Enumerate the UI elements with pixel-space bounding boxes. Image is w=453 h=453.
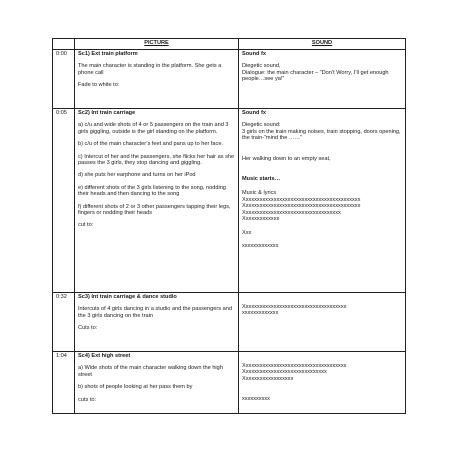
scene-heading: Sc3) Int train carriage & dance studio: [78, 294, 177, 300]
picture-text: Intercuts of 4 girls dancing in a studio and the passengers and the 3 girls dancing on the train: [78, 306, 232, 319]
lyric-placeholder: xxxxxxxxxxxxx: [242, 242, 279, 249]
picture-text: e) different shots of the 3 girls listening to the song, nodding their heads and then dancing to the song: [78, 184, 226, 198]
picture-text: f) different shots of 2 or 3 other passengers tapping their legs, fingers or nodding their heads: [78, 203, 231, 217]
sound-cell: [239, 293, 406, 352]
sound-cell: [239, 50, 406, 109]
sound-text: Her walking down to an empty seat,: [242, 155, 331, 162]
lyric-placeholder: Xxxxxxxxxxxxxxxxxx: [242, 375, 294, 382]
lyric-placeholder: Xxxxxxxxxxxxxxxxxxxxxxxxxxxxxxxxxxxxx: [242, 363, 347, 369]
picture-transition: cuts to:: [78, 396, 97, 403]
lyric-placeholder: xxxxxxxxxxxxx: [242, 310, 279, 317]
scene-time: 0:00: [53, 50, 75, 109]
lyric-placeholder: Xxx: [242, 230, 252, 237]
lyric-placeholder: Xxxxxxxxxxxxxxxxxxxxxxxxxxxxxxxxxxxxxxxxxx: [242, 203, 361, 210]
lyric-placeholder: Xxxxxxxxxxxxxxxxxxxxxxxxxxxxxxxxxxxxx: [242, 304, 347, 310]
picture-cell: [75, 293, 239, 352]
picture-header: PICTURE: [75, 39, 239, 50]
scene-time: 0:05: [53, 109, 75, 293]
lyric-placeholder: Xxxxxxxxxxxxxxxxxxxxxxxxxxxxxxxxxxx: [242, 209, 341, 216]
lyric-placeholder: xxxxxxxxxx: [242, 396, 270, 403]
scene-time: 1:04: [53, 352, 75, 414]
sound-heading: Sound fx: [242, 51, 266, 57]
picture-transition: cut to:: [78, 222, 94, 229]
script-page: [52, 38, 405, 414]
sound-cell: [239, 352, 406, 414]
scene-heading: Sc2) Int train carriage: [78, 110, 136, 116]
sound-text: Music & lyrics: [242, 190, 277, 197]
shooting-script-table: [52, 38, 406, 414]
sound-text: 3 girls on the train making noises, train stopping, doors opening, the train-“mind the ……”: [242, 128, 401, 142]
lyric-placeholder: Xxxxxxxxxxxxx: [242, 216, 280, 223]
picture-text: c) Intercut of her and the passengers, she flicks her hair as she passes the 3 girls, they stop dancing and giggling.: [78, 153, 235, 167]
picture-text: d) she puts her earphone and turns on her iPod: [78, 172, 196, 179]
scene-row: [53, 50, 406, 109]
header-row: [53, 39, 406, 50]
scene-heading: Sc1) Ext train platform: [78, 51, 138, 57]
sound-text: Diegetic sound,: [242, 63, 281, 70]
scene-time: 0:32: [53, 293, 75, 352]
scene-row: [53, 109, 406, 293]
scene-heading: Sc4) Ext high street: [78, 353, 131, 359]
music-cue: Music starts…: [242, 176, 281, 183]
picture-text: a) Wide shots of the main character walking down the high street: [78, 365, 223, 378]
picture-cell: [75, 50, 239, 109]
sound-dialogue: Dialogue: the main character – “Don’t Worry, I’ll get enough people…see ya!”: [242, 69, 389, 83]
sound-heading: Sound fx: [242, 110, 266, 116]
scene-row: [53, 293, 406, 352]
picture-text: a) c/u and wide shots of 4 or 5 passengers on the train and 3 girls giggling, outside is the girl standing on the platform.: [78, 122, 229, 135]
picture-cell: [75, 109, 239, 293]
picture-text: The main character is standing in the platform. She gets a phone call: [78, 63, 222, 76]
time-header: [53, 39, 75, 50]
picture-transition: Cuts to:: [78, 325, 98, 332]
picture-cell: [75, 352, 239, 414]
sound-header: SOUND: [239, 39, 406, 50]
sound-text: Diegetic sound:: [242, 122, 281, 129]
lyric-placeholder: Xxxxxxxxxxxxxxxxxxxxxxxxxxxxxxxxxxxxxxxxxx: [242, 196, 361, 203]
picture-text: b) shots of people looking at her pass them by: [78, 384, 193, 391]
picture-transition: Fade to white to:: [78, 82, 120, 89]
scene-row: [53, 352, 406, 414]
picture-text: b) c/u of the main character’s feet and pans up to her face.: [78, 141, 224, 148]
sound-cell: [239, 109, 406, 293]
lyric-placeholder: Xxxxxxxxxxxxxxxxxxxxxxxxxxxxxx: [242, 369, 327, 376]
